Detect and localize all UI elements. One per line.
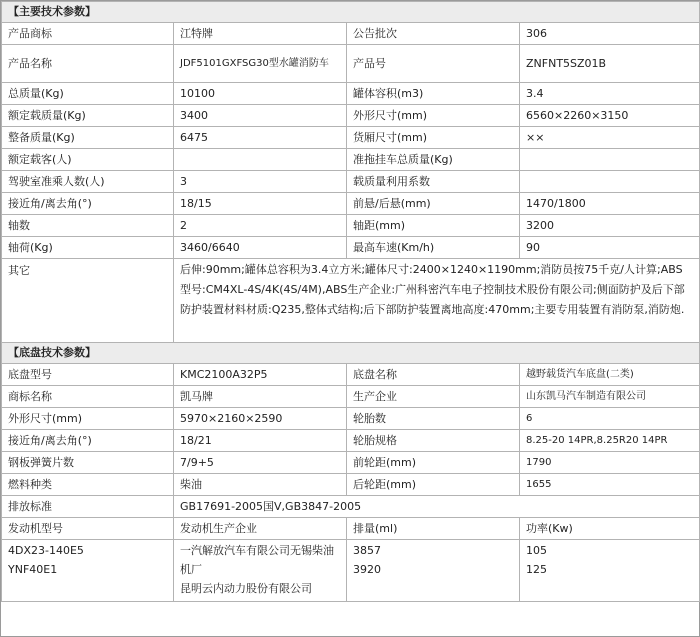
engine-header-0: 发动机型号 (2, 518, 174, 540)
param-value: 6 (520, 408, 700, 430)
table-row (2, 364, 700, 386)
param-value: 3460/6640 (174, 237, 347, 259)
table-row (2, 474, 700, 496)
param-label: 商标名称 (2, 386, 174, 408)
emission-value: GB17691-2005国Ⅴ,GB3847-2005 (174, 496, 700, 518)
other-label: 其它 (2, 259, 174, 343)
param-label: 轮胎规格 (347, 430, 520, 452)
param-label: 轴荷(Kg) (2, 237, 174, 259)
engine-header-3: 功率(Kw) (520, 518, 700, 540)
param-label: 最高车速(Km/h) (347, 237, 520, 259)
engine-values-row (2, 540, 700, 602)
param-value: 7/9+5 (174, 452, 347, 474)
table-row (2, 237, 700, 259)
table-row (2, 430, 700, 452)
param-label: 载质量利用系数 (347, 171, 520, 193)
param-label: 前轮距(mm) (347, 452, 520, 474)
engine-models-item: YNF40E1 (8, 563, 58, 576)
param-label: 生产企业 (347, 386, 520, 408)
param-value: 18/21 (174, 430, 347, 452)
table-row (2, 105, 700, 127)
param-label: 驾驶室准乘人数(人) (2, 171, 174, 193)
engine-powers (520, 540, 700, 602)
param-value: 306 (520, 23, 700, 45)
param-value: 1470/1800 (520, 193, 700, 215)
engine-makers-item: 一汽解放汽车有限公司无锡柴油机厂 (180, 544, 334, 576)
param-label: 准拖挂车总质量(Kg) (347, 149, 520, 171)
param-label: 产品商标 (2, 23, 174, 45)
param-label: 产品名称 (2, 45, 174, 83)
param-value: 柴油 (174, 474, 347, 496)
table-row (2, 23, 700, 45)
engine-header-1: 发动机生产企业 (174, 518, 347, 540)
param-value (520, 171, 700, 193)
param-value: 3.4 (520, 83, 700, 105)
param-label: 底盘型号 (2, 364, 174, 386)
other-row (2, 259, 700, 343)
main-section-title: 【主要技术参数】 (2, 2, 700, 23)
param-label: 总质量(Kg) (2, 83, 174, 105)
engine-header-2: 排量(ml) (347, 518, 520, 540)
param-label: 后轮距(mm) (347, 474, 520, 496)
param-label: 货厢尺寸(mm) (347, 127, 520, 149)
param-value: 1655 (520, 474, 700, 496)
param-value: 6560×2260×3150 (520, 105, 700, 127)
param-value: 90 (520, 237, 700, 259)
engine-powers-item: 105 (526, 544, 547, 557)
param-value: KMC2100A32P5 (174, 364, 347, 386)
param-label: 额定载客(人) (2, 149, 174, 171)
emission-label: 排放标准 (2, 496, 174, 518)
param-value: 5970×2160×2590 (174, 408, 347, 430)
param-value: 3400 (174, 105, 347, 127)
param-label: 罐体容积(m3) (347, 83, 520, 105)
param-label: 底盘名称 (347, 364, 520, 386)
param-value: 山东凯马汽车制造有限公司 (520, 386, 700, 408)
param-value: 18/15 (174, 193, 347, 215)
emission-row (2, 496, 700, 518)
other-text: 后伸:90mm;罐体总容积为3.4立方米;罐体尺寸:2400×1240×1190mm;消防员按75千克/人计算;ABS型号:CM4XL-4S/4K(4S/4M),ABS生产企业:广州科密汽车电子控制技术股份有限公司;侧面防护及后下部防护装置材料材质:Q235,整体式结构;后下部防护装置离地高度:470mm;主要专用装置有消防泵,消防炮. (174, 259, 700, 343)
param-label: 前悬/后悬(mm) (347, 193, 520, 215)
table-row (2, 45, 700, 83)
param-value: 10100 (174, 83, 347, 105)
table-row (2, 193, 700, 215)
engine-displacements-item: 3857 (353, 544, 381, 557)
engine-header-row (2, 518, 700, 540)
param-label: 钢板弹簧片数 (2, 452, 174, 474)
engine-displacements-item: 3920 (353, 563, 381, 576)
engine-makers-item: 昆明云内动力股份有限公司 (180, 582, 312, 595)
param-label: 接近角/离去角(°) (2, 430, 174, 452)
engine-powers-item: 125 (526, 563, 547, 576)
engine-models (2, 540, 174, 602)
table-row (2, 452, 700, 474)
param-label: 额定载质量(Kg) (2, 105, 174, 127)
param-value: ×× (520, 127, 700, 149)
table-row (2, 127, 700, 149)
param-value: 凯马牌 (174, 386, 347, 408)
param-value: 8.25-20 14PR,8.25R20 14PR (520, 430, 700, 452)
param-label: 公告批次 (347, 23, 520, 45)
param-value: 3 (174, 171, 347, 193)
engine-models-item: 4DX23-140E5 (8, 544, 84, 557)
param-value: 3200 (520, 215, 700, 237)
param-label: 接近角/离去角(°) (2, 193, 174, 215)
param-label: 轴数 (2, 215, 174, 237)
param-value: 6475 (174, 127, 347, 149)
table-row (2, 171, 700, 193)
param-label: 轴距(mm) (347, 215, 520, 237)
param-value (520, 149, 700, 171)
param-label: 外形尺寸(mm) (2, 408, 174, 430)
table-row (2, 149, 700, 171)
engine-displacements (347, 540, 520, 602)
param-label: 燃料种类 (2, 474, 174, 496)
param-value: 2 (174, 215, 347, 237)
section-row (2, 343, 700, 364)
chassis-section-title: 【底盘技术参数】 (2, 343, 700, 364)
param-value: 1790 (520, 452, 700, 474)
param-label: 轮胎数 (347, 408, 520, 430)
param-value: 江特牌 (174, 23, 347, 45)
param-label: 整备质量(Kg) (2, 127, 174, 149)
table-row (2, 215, 700, 237)
table-row (2, 83, 700, 105)
param-label: 产品号 (347, 45, 520, 83)
param-value: JDF5101GXFSG30型水罐消防车 (174, 45, 347, 83)
param-value: ZNFNT5SZ01B (520, 45, 700, 83)
param-value (174, 149, 347, 171)
spec-table (1, 1, 700, 602)
table-row (2, 408, 700, 430)
engine-makers (174, 540, 347, 602)
table-row (2, 386, 700, 408)
param-value: 越野载货汽车底盘(二类) (520, 364, 700, 386)
param-label: 外形尺寸(mm) (347, 105, 520, 127)
